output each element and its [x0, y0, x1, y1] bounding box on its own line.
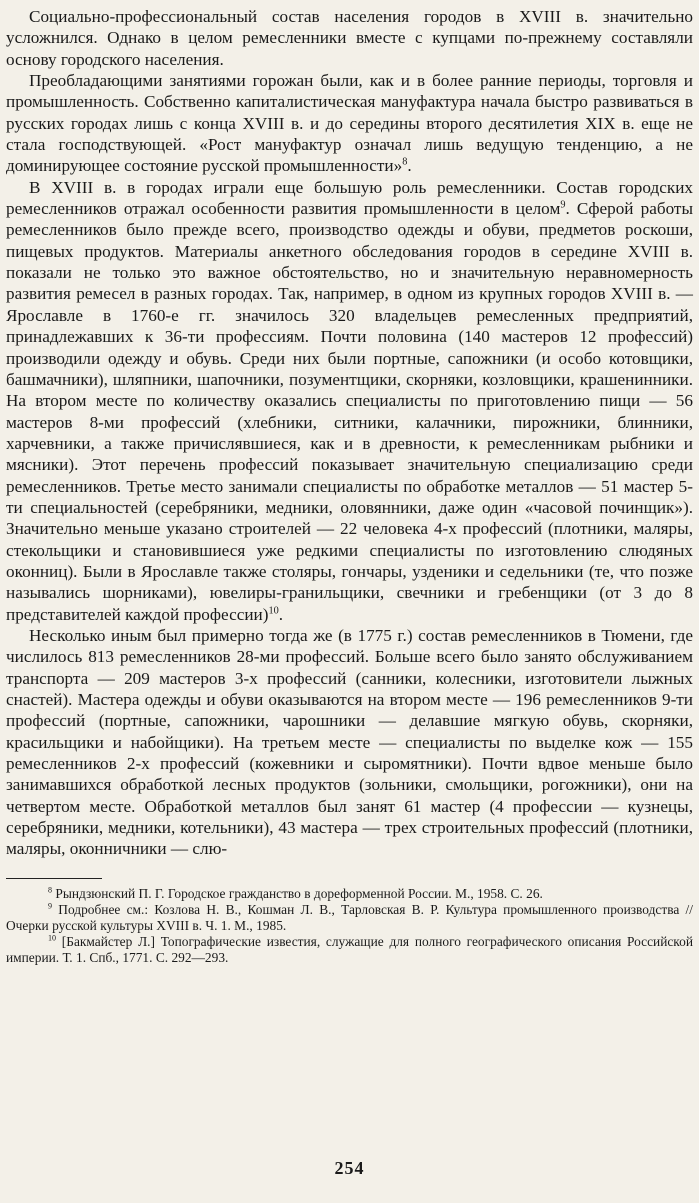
page-number: 254	[334, 1158, 365, 1178]
paragraph-1-text: Социально-профессиональный состав населения городов в XVIII в. значительно усложнился. Однако в целом ремесленники вместе с купцами по-прежнему составляли основу городского населения.	[6, 7, 693, 69]
footnote-8	[6, 886, 693, 902]
paragraph-4-text: Несколько иным был примерно тогда же (в 1775 г.) состав ремесленников в Тюмени, где числилось 813 ремесленников 28-ми профессий. Больше всего было занято обслуживанием транспорта — 209 мастеров 3-х профессий (санники, колесники, изготовители лыжных снастей). Мастера одежды и обуви оказываются на втором месте — 196 ремесленников 9-ти профессий (портные, сапожники, чарошники — делавшие мягкую обувь, скорняки, красильщики и набойщики). На третьем месте — специалисты по выделке кож — 155 ремесленников 2-х профессий (кожевники и сыромятники). Почти вдвое меньше было занимавшихся обработкой лесных продуктов (зольники, смольщики, рогожники), они на четвертом месте. Обработкой металлов был занят 61 мастер (4 профессии — кузнецы, серебряники, медники, котельники), 43 мастера — трех строительных профессий (плотники, маляры, оконничники — слю-	[6, 625, 693, 859]
footnote-ref-9[interactable]: 9	[560, 199, 566, 211]
footnote-10-text: [Бакмайстер Л.] Топографические известия, служащие для полного географического описания Российской империи. Т. 1. Спб., 1771. С. 292—293.	[6, 933, 693, 965]
paragraph-3: В XVIII в. в городах играли еще большую роль ремесленники. Состав городских ремесленников отражал особенности развития промышленности в целом$^9$. Сферой работы ремесленников было прежде всего, производство одежды и обуви, предметов роскоши, пищевых продуктов. Материалы анкетного обследования городов в середине XVIII в. показали не только это важное обстоятельство, но и значительную неравномерность развития ремесел в разных городах. Так, например, в одном из крупных городов XVIII в. — Ярославле в 1760-е гг. значилось 320 владельцев ремесленных предприятий, принадлежавших к 36-ти профессиям. Почти половина (140 мастеров 12 профессий) производили одежду и обувь. Среди них были портные, сапожники (и особо котовщики, башмачники), шляпники, шапочники, позументщики, скорняки, козловщики, крашенинники. На втором месте по количеству оказались специалисты по приготовлению пищи — 56 мастеров 8-ми профессий (хлебники, ситники, калачники, пирожники, блинники, харчевники, а также причислявшиеся, как и в древности, к ремесленникам рыбники и мясники). Этот перечень профессий показывает значительную специализацию среди ремесленников. Третье место занимали специалисты по обработке металлов — 51 мастер 5-ти специальностей (серебряники, медники, оловянники, даже один «часовой починщик»). Значительно меньше указано строителей — 22 человека 4-х профессий (плотники, маляры, стекольщики и становившиеся уже редкими специалисты по изготовлению слюдяных оконниц). Были в Ярославле также столяры, гончары, узденики и седельники (те, что позже назывались шорниками), ювелиры-гранильщики, свечники и гребенщики (от 3 до 8 представителей каждой профессии)$^{10}$.	[6, 177, 693, 624]
paragraph-1	[6, 6, 693, 70]
footnote-mark-8: 8	[48, 885, 53, 895]
footnote-mark-9: 9	[48, 901, 53, 911]
footnote-ref-8[interactable]: 8	[402, 156, 408, 168]
footnote-9	[6, 902, 693, 934]
footnote-ref-10[interactable]: 10	[268, 604, 279, 616]
paragraph-3-text-b: Сферой работы ремесленников было прежде всего, производство одежды и обуви, предметов роскоши, пищевых продуктов. Материалы анкетного обследования городов в середине XVIII в. показали не только это важное обстоятельство, но и значительную неравномерность развития ремесел в разных городах. Так, например, в одном из крупных городов XVIII в. — Ярославле в 1760-е гг. значилось 320 владельцев ремесленных предприятий, принадлежавших к 36-ти профессиям. Почти половина (140 мастеров 12 профессий) производили одежду и обувь. Среди них были портные, сапожники (и особо котовщики, башмачники), шляпники, шапочники, позументщики, скорняки, козловщики, крашенинники. На втором месте по количеству оказались специалисты по приготовлению пищи — 56 мастеров 8-ми профессий (хлебники, ситники, калачники, пирожники, блинники, харчевники, а также причислявшиеся, как и в древности, к ремесленникам рыбники и мясники). Этот перечень профессий показывает значительную специализацию среди ремесленников. Третье место занимали специалисты по обработке металлов — 51 мастер 5-ти специальностей (серебряники, медники, оловянники, даже один «часовой починщик»). Значительно меньше указано строителей — 22 человека 4-х профессий (плотники, маляры, стекольщики и становившиеся уже редкими специалисты по изготовлению слюдяных оконниц). Были в Ярославле также столяры, гончары, узденики и седельники (те, что позже назывались шорниками), ювелиры-гранильщики, свечники и гребенщики (от 3 до 8 представителей каждой профессии)	[6, 199, 693, 624]
paragraph-4	[6, 625, 693, 860]
footnote-mark-10: 10	[48, 933, 57, 943]
footnote-10	[6, 934, 693, 966]
paragraph-3-text-a: В XVIII в. в городах играли еще большую роль ремесленники. Состав городских ремесленников отражал особенности развития промышленности в целом	[6, 177, 693, 219]
paragraph-2-text: Преобладающими занятиями горожан были, как и в более ранние периоды, торговля и промышленность. Собственно капиталистическая мануфактура начала быстро развиваться в русских городах лишь с конца XVIII в. и до середины второго десятилетия XIX в. еще не стала господствующей. «Рост мануфактур означал лишь ведущую тенденцию, а не доминирующее состояние русской промышленности»	[6, 71, 693, 176]
paragraph-2: Преобладающими занятиями горожан были, как и в более ранние периоды, торговля и промышленность. Собственно капиталистическая мануфактура начала быстро развиваться в русских городах лишь с конца XVIII в. и до середины второго десятилетия XIX в. еще не стала господствующей. «Рост мануфактур означал лишь ведущую тенденцию, а не доминирующее состояние русской промышленности»$^8$.	[6, 71, 693, 176]
footnote-divider	[6, 878, 102, 879]
footnote-8-text: Рындзюнский П. Г. Городское гражданство в дореформенной России. М., 1958. С. 26.	[55, 885, 543, 901]
footnote-9-text: Подробнее см.: Козлова Н. В., Кошман Л. В., Тарловская В. Р. Культура промышленного производства // Очерки русской культуры XVIII в. Ч. 1. М., 1985.	[6, 901, 693, 933]
